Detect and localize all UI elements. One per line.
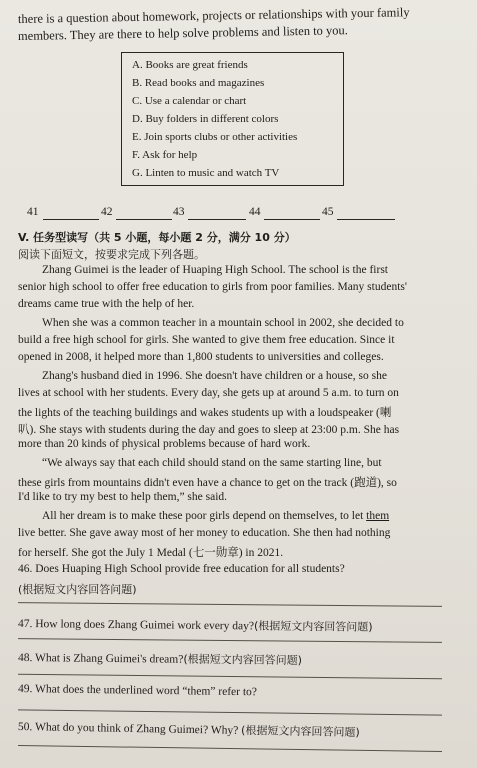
option-a: A. Books are great friends [132, 59, 248, 71]
option-d: D. Buy folders in different colors [132, 113, 279, 125]
passage-line: more than 20 kinds of physical problems because of hard work. [18, 438, 311, 450]
blank-label-43: 43 [173, 206, 185, 218]
passage-line: Zhang's husband died in 1996. She doesn't have children or a house, so she [42, 370, 387, 382]
section-instruction: 阅读下面短文，按要求完成下列各题。 [18, 248, 205, 261]
passage-line: When she was a common teacher in a mountain school in 2002, she decided to [42, 317, 404, 329]
intro-line-1: there is a question about homework, projects or relationships with your family [17, 5, 410, 26]
passage-line: Zhang Guimei is the leader of Huaping High School. The school is the first [42, 264, 388, 276]
option-b: B. Read books and magazines [132, 77, 265, 89]
option-g: G. Linten to music and watch TV [132, 167, 280, 179]
passage-line: lives at school with her students. Every day, she gets up at around 5 a.m. to turn on [18, 387, 399, 399]
question-48: 48. What is Zhang Guimei's dream?(根据短文内容回答问题) [17, 652, 303, 667]
question-50: 50. What do you think of Zhang Guimei? Why? (根据短文内容回答问题) [17, 721, 360, 739]
answer-line-47[interactable] [18, 638, 442, 643]
passage-line: 叭). She stays with students during the day and goes to sleep at 23:00 p.m. She has [18, 424, 400, 436]
question-46: 46. Does Huaping High School provide free education for all students? [18, 563, 345, 575]
passage-line: senior high school to offer free education to girls from poor families. Many students' [18, 281, 407, 293]
passage-line: “We always say that each child should stand on the same starting line, but [42, 457, 382, 469]
option-c: C. Use a calendar or chart [132, 95, 247, 107]
question-47: 47. How long does Zhang Guimei work every day?(根据短文内容回答问题) [17, 618, 373, 634]
blank-45[interactable] [337, 219, 395, 220]
blank-label-44: 44 [249, 206, 261, 218]
passage-line: dreams came true with the help of her. [18, 298, 195, 310]
intro-line-2: members. They are there to help solve problems and listen to you. [17, 23, 348, 43]
blank-label-45: 45 [322, 206, 334, 218]
blank-label-41: 41 [27, 206, 39, 218]
question-49: 49. What does the underlined word “them” refer to? [17, 683, 258, 699]
blank-label-42: 42 [101, 206, 113, 218]
option-f: F. Ask for help [132, 149, 198, 161]
section-title: V. 任务型读写（共 5 小题，每小题 2 分，满分 10 分） [18, 231, 296, 244]
passage-line: opened in 2008, it helped more than 1,800 students to universities and colleges. [18, 351, 384, 363]
answer-line-48[interactable] [18, 674, 442, 679]
blank-43[interactable] [188, 219, 246, 220]
passage-line: live better. She gave away most of her money to education. She then had nothing [18, 527, 391, 539]
underlined-word: them [366, 510, 390, 522]
blank-42[interactable] [116, 219, 172, 220]
answer-line-50[interactable] [18, 745, 442, 752]
option-e: E. Join sports clubs or other activities [132, 131, 298, 143]
options-box [121, 52, 344, 186]
passage-line: I'd like to try my best to help them,” she said. [18, 491, 228, 503]
blank-41[interactable] [43, 219, 99, 220]
passage-line-with-underline: All her dream is to make these poor girls depend on themselves, to let them [42, 510, 390, 522]
passage-line: the lights of the teaching buildings and wakes students up with a loudspeaker (喇 [18, 407, 392, 419]
question-46-note: (根据短文内容回答问题) [18, 583, 137, 596]
answer-line-46[interactable] [18, 602, 442, 607]
passage-line: for herself. She got the July 1 Medal (七一勋章) in 2021. [18, 547, 284, 559]
blank-44[interactable] [264, 219, 320, 220]
passage-line: these girls from mountains didn't even have a chance to get on the track (跑道), so [18, 477, 397, 489]
answer-line-49[interactable] [18, 709, 442, 715]
passage-line: build a free high school for girls. She wanted to give them free education. Since it [18, 334, 395, 346]
